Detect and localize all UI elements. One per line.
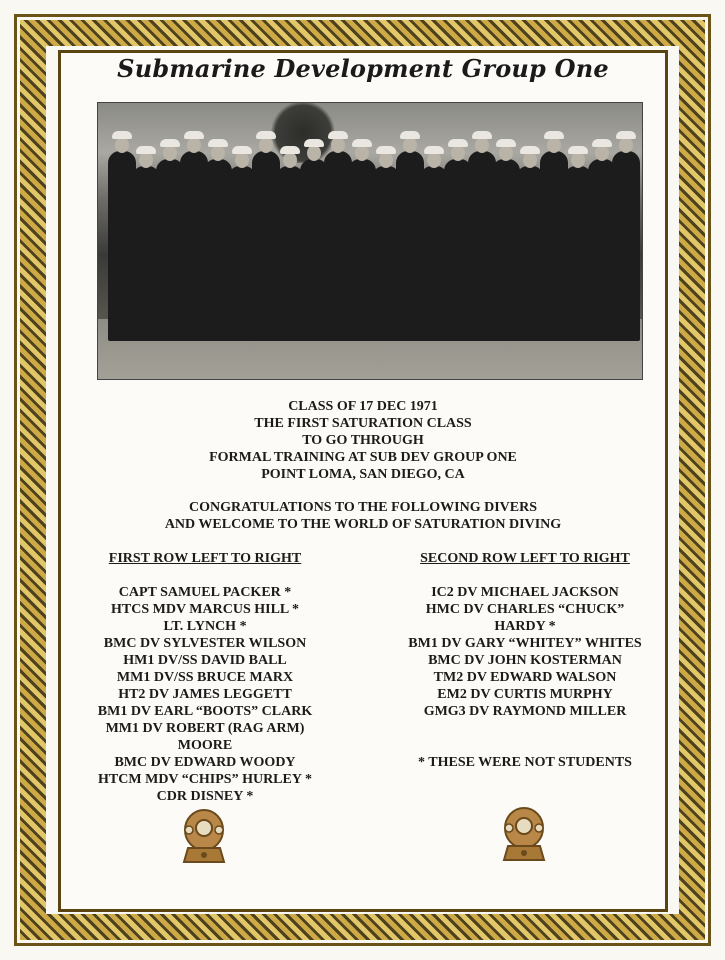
photo-figure-cap xyxy=(232,146,252,154)
class-info-line: FORMAL TRAINING AT SUB DEV GROUP ONE xyxy=(209,450,517,465)
photo-figure-cap xyxy=(400,131,420,139)
group-photo xyxy=(97,102,643,380)
photo-figure-head xyxy=(115,137,129,153)
photo-figure-cap xyxy=(184,131,204,139)
first-row-name: BMC DV EDWARD WOODY xyxy=(114,755,296,770)
photo-figure-cap xyxy=(304,139,324,147)
photo-figure-cap xyxy=(568,146,588,154)
first-row-name: BM1 DV EARL “BOOTS” CLARK xyxy=(97,704,313,719)
first-row-name: HT2 DV JAMES LEGGETT xyxy=(118,687,292,702)
first-row-name: MOORE xyxy=(177,738,233,753)
diving-helmet-icon xyxy=(180,806,228,864)
diving-helmet-icon xyxy=(500,804,548,862)
photo-figure-cap xyxy=(472,131,492,139)
first-row-name: BMC DV SYLVESTER WILSON xyxy=(103,636,307,651)
photo-figure-cap xyxy=(112,131,132,139)
first-row-name: HTCM MDV “CHIPS” HURLEY * xyxy=(98,772,312,787)
photo-figure-cap xyxy=(520,146,540,154)
photo-figure-head xyxy=(571,152,585,168)
second-row-name: TM2 DV EDWARD WALSON xyxy=(433,670,617,685)
photo-figure-cap xyxy=(328,131,348,139)
second-row-name: HMC DV CHARLES “CHUCK” xyxy=(425,602,625,617)
first-row-name: HM1 DV/SS DAVID BALL xyxy=(123,653,287,668)
photo-figure-cap xyxy=(352,139,372,147)
photo-figure-head xyxy=(475,137,489,153)
first-row-name: MM1 DV/SS BRUCE MARX xyxy=(116,670,294,685)
second-row-heading: SECOND ROW LEFT TO RIGHT xyxy=(420,551,630,566)
congrats-line: CONGRATULATIONS TO THE FOLLOWING DIVERS xyxy=(188,500,537,515)
photo-figure-head xyxy=(403,137,417,153)
photo-figure-head xyxy=(259,137,273,153)
photo-figure-head xyxy=(379,152,393,168)
first-row-name: CDR DISNEY * xyxy=(156,789,254,804)
class-info-line: THE FIRST SATURATION CLASS xyxy=(254,416,472,431)
class-info xyxy=(58,398,668,483)
photo-figure-head xyxy=(619,137,633,153)
photo-figure-head xyxy=(139,152,153,168)
photo-figure-head xyxy=(235,152,249,168)
second-row-name: EM2 DV CURTIS MURPHY xyxy=(437,687,613,702)
photo-figure-cap xyxy=(424,146,444,154)
photo-figure-head xyxy=(331,137,345,153)
photo-figure xyxy=(612,151,640,341)
photo-figure-head xyxy=(427,152,441,168)
photo-figure-head xyxy=(451,145,465,161)
photo-figure-head xyxy=(163,145,177,161)
first-row-name: LT. LYNCH * xyxy=(163,619,247,634)
not-students-note: * THESE WERE NOT STUDENTS xyxy=(418,755,632,770)
photo-figure-head xyxy=(499,145,513,161)
photo-figure-head xyxy=(547,137,561,153)
photo-figure-head xyxy=(211,145,225,161)
photo-figure-cap xyxy=(376,146,396,154)
class-info-line: TO GO THROUGH xyxy=(302,433,424,448)
photo-figure-head xyxy=(307,145,321,161)
second-row-name: IC2 DV MICHAEL JACKSON xyxy=(431,585,619,600)
photo-figure-head xyxy=(187,137,201,153)
photo-figure-cap xyxy=(448,139,468,147)
photo-figure-head xyxy=(595,145,609,161)
photo-figure-head xyxy=(283,152,297,168)
second-row-name: GMG3 DV RAYMOND MILLER xyxy=(423,704,627,719)
photo-figure-cap xyxy=(160,139,180,147)
photo-figure-head xyxy=(355,145,369,161)
second-row-column xyxy=(390,550,660,771)
second-row-name: BM1 DV GARY “WHITEY” WHITES xyxy=(408,636,642,651)
class-info-line: POINT LOMA, SAN DIEGO, CA xyxy=(261,467,465,482)
congrats-line: AND WELCOME TO THE WORLD OF SATURATION DIVING xyxy=(164,517,562,532)
photo-figure-cap xyxy=(592,139,612,147)
first-row-column xyxy=(70,550,340,805)
photo-figure-cap xyxy=(256,131,276,139)
photo-figure-cap xyxy=(280,146,300,154)
second-row-name: BMC DV JOHN KOSTERMAN xyxy=(428,653,622,668)
photo-figure-cap xyxy=(136,146,156,154)
class-info-line: CLASS OF 17 DEC 1971 xyxy=(288,399,438,414)
photo-figure-cap xyxy=(496,139,516,147)
first-row-name: MM1 DV ROBERT (RAG ARM) xyxy=(105,721,305,736)
congratulations xyxy=(58,499,668,533)
photo-figure-cap xyxy=(208,139,228,147)
page-title: Submarine Development Group One xyxy=(117,54,609,83)
first-row-name: CAPT SAMUEL PACKER * xyxy=(118,585,292,600)
first-row-name: HTCS MDV MARCUS HILL * xyxy=(111,602,299,617)
photo-figure-cap xyxy=(544,131,564,139)
first-row-heading: FIRST ROW LEFT TO RIGHT xyxy=(108,551,302,566)
second-row-name: HARDY * xyxy=(494,619,556,634)
photo-figure-head xyxy=(523,152,537,168)
photo-figure-cap xyxy=(616,131,636,139)
